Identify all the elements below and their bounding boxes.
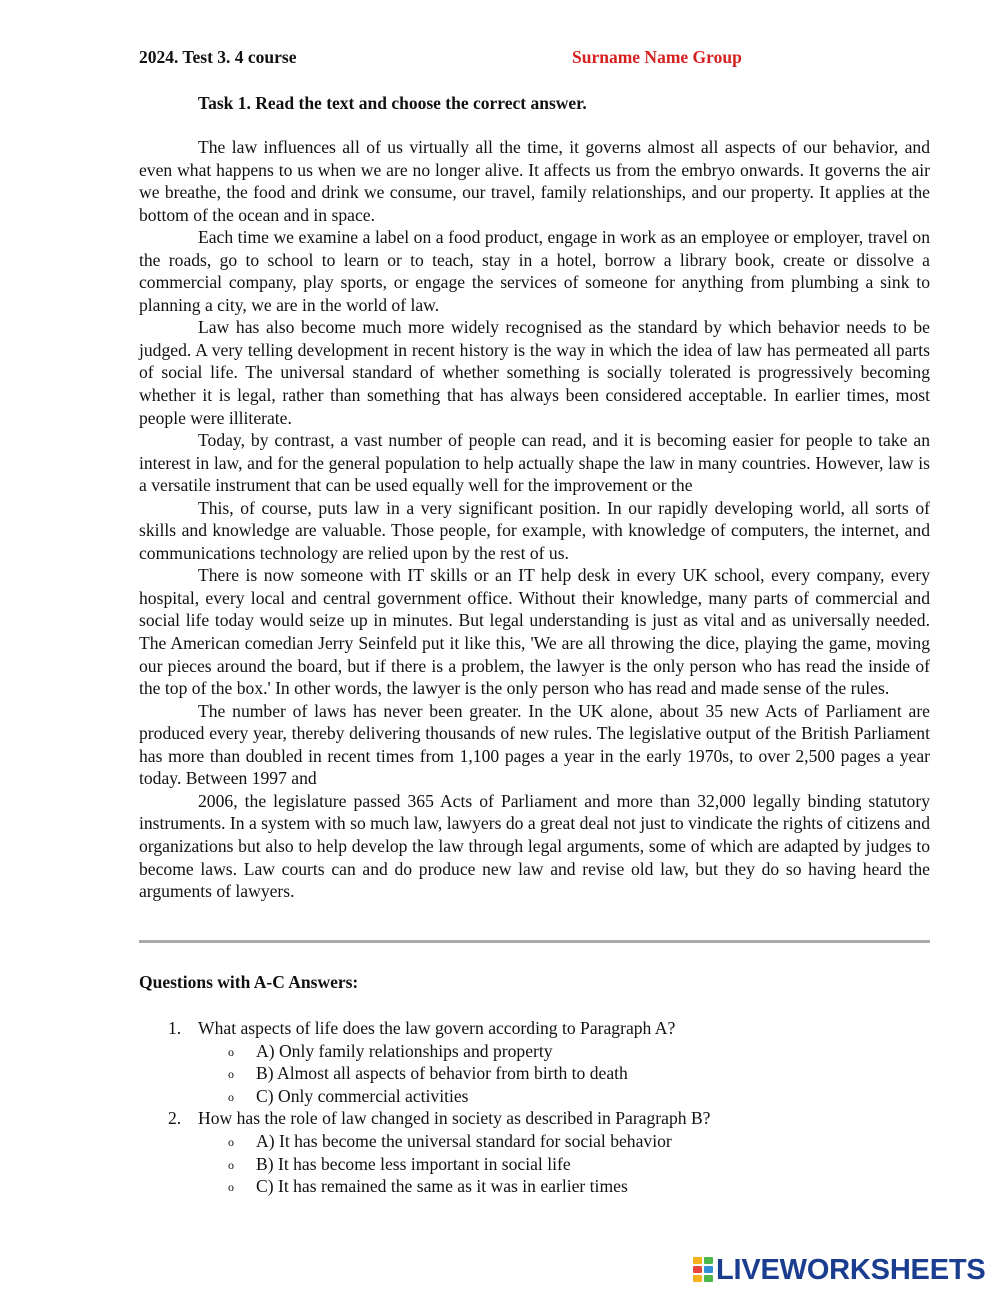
option-bullet-icon: o — [228, 1067, 234, 1082]
option-bullet-icon: o — [228, 1180, 234, 1195]
logo-block — [693, 1266, 702, 1273]
horizontal-divider — [139, 940, 930, 943]
paragraph: Each time we examine a label on a food product, engage in work as an employee or employer, travel on the roads, go to school to learn or to teach, stay in a hotel, borrow a library book, create or dissolve a commercial company, play sports, or engage the services of someone for anything from plumbing a sink to planning a city, we are in the world of law. — [139, 227, 930, 315]
option-text: A) It has become the universal standard for social behavior — [256, 1130, 672, 1151]
logo-block — [704, 1275, 713, 1282]
answer-option[interactable] — [139, 1175, 930, 1198]
paragraph: This, of course, puts law in a very significant position. In our rapidly developing world, all sorts of skills and knowledge are valuable. Those people, for example, with knowledge of computers, the internet, and communications technology are relied upon by the rest of us. — [139, 497, 930, 563]
logo-block — [693, 1275, 702, 1282]
answer-option[interactable] — [139, 1062, 930, 1085]
paragraph: Today, by contrast, a vast number of people can read, and it is becoming easier for people to take an interest in law, and for the general population to help actually shape the law in many countries. However, law is a versatile instrument that can be used equally well for the improvement or the — [139, 430, 930, 496]
logo-text: LIVEWORKSHEETS — [716, 1253, 986, 1286]
paragraph: Law has also become much more widely recognised as the standard by which behavior needs to be judged. A very telling development in recent history is the way in which the idea of law has permeated all parts of social life. The universal standard of whether something is socially tolerated is progressively becoming whether it is legal, rather than something that has always been considered acceptable. In earlier times, most people were illiterate. — [139, 317, 930, 428]
answer-option[interactable] — [139, 1130, 930, 1153]
question-text: How has the role of law changed in society as described in Paragraph B? — [198, 1108, 711, 1129]
question-number: 1. — [168, 1018, 182, 1038]
student-info-placeholder: Surname Name Group — [572, 47, 742, 67]
paragraph: The number of laws has never been greater. In the UK alone, about 35 new Acts of Parliament are produced every year, thereby delivering thousands of new rules. The legislative output of the British Parliament has more than doubled in recent times from 1,100 pages a year in the early 1970s, to over 2,500 pages a year today. Between 1997 and — [139, 700, 930, 789]
paragraph: There is now someone with IT skills or an IT help desk in every UK school, every company, every hospital, every local and central government office. Without their knowledge, many parts of commercial and social life today would seize up in minutes. But legal understanding is just as vital and as universally needed. The American comedian Jerry Seinfeld put it like this, 'We are all throwing the dice, playing the game, moving our pieces around the board, but if there is a problem, the lawyer is the only person who has read the inside of the top of the box.' In other words, the lawyer is the only person who has read and made sense of the rules. — [139, 565, 930, 699]
answer-option[interactable] — [139, 1085, 930, 1108]
question-list — [139, 1017, 930, 1198]
question-text: What aspects of life does the law govern according to Paragraph A? — [198, 1018, 676, 1038]
reading-text — [139, 136, 930, 903]
answer-option[interactable] — [139, 1153, 930, 1176]
option-text: B) It has become less important in social life — [256, 1153, 571, 1174]
option-bullet-icon: o — [228, 1089, 234, 1104]
question-number: 2. — [168, 1108, 182, 1129]
answer-option[interactable] — [139, 1040, 930, 1063]
option-bullet-icon: o — [228, 1134, 234, 1149]
logo-block — [704, 1257, 713, 1264]
questions-heading: Questions with A-C Answers: — [139, 972, 359, 992]
logo-block — [693, 1257, 702, 1264]
liveworksheets-logo — [693, 1254, 986, 1286]
option-text: C) It has remained the same as it was in earlier times — [256, 1176, 628, 1197]
paragraph: 2006, the legislature passed 365 Acts of Parliament and more than 32,000 legally binding statutory instruments. In a system with so much law, lawyers do a great deal not just to vindicate the rights of citizens and organizations but also to help develop the law through legal arguments, some of which are adapted by judges to become laws. Law courts can and do produce new law and revise old law, but they do so having heard the arguments of lawyers. — [139, 790, 930, 902]
option-text: C) Only commercial activities — [256, 1085, 469, 1106]
option-bullet-icon: o — [228, 1044, 234, 1059]
option-text: A) Only family relationships and property — [256, 1040, 553, 1061]
test-header: 2024. Test 3. 4 course — [139, 47, 297, 67]
logo-blocks-icon — [693, 1257, 713, 1283]
question-item — [139, 1017, 930, 1040]
option-bullet-icon: o — [228, 1157, 234, 1172]
option-text: B) Almost all aspects of behavior from birth to death — [256, 1063, 628, 1084]
paragraph: The law influences all of us virtually all the time, it governs almost all aspects of our behavior, and even what happens to us when we are no longer alive. It affects us from the embryo onwards. It governs the air we breathe, the food and drink we consume, our travel, family relationships, and our property. It applies at the bottom of the ocean and in space. — [139, 137, 930, 225]
question-item — [139, 1107, 930, 1130]
logo-block — [704, 1266, 713, 1273]
task-title: Task 1. Read the text and choose the correct answer. — [198, 93, 587, 113]
